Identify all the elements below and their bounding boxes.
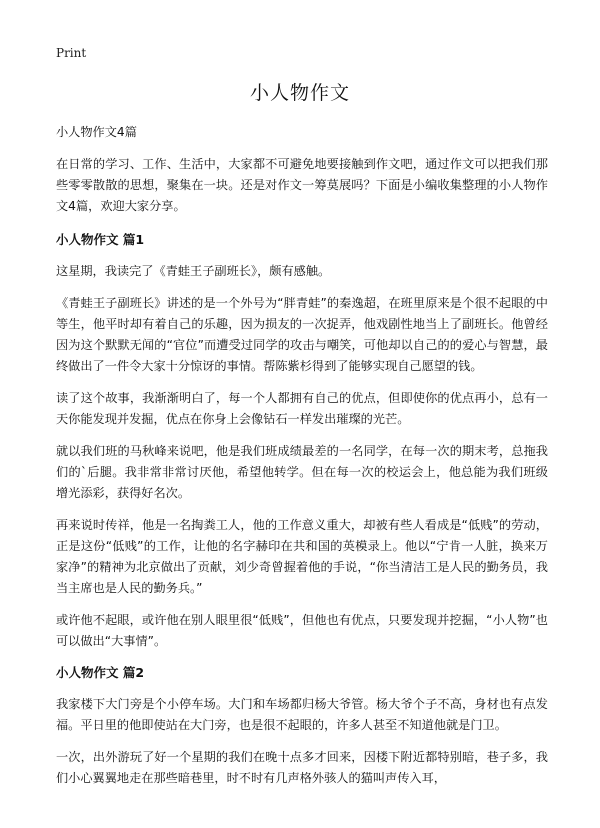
article-body bbox=[56, 122, 548, 789]
paragraph: 或许他不起眼，或许他在别人眼里很“低贱”，但他也有优点，只要发现并挖掘，“小人物”也可以做出“大事情”。 bbox=[56, 613, 548, 648]
intro-paragraph: 在日常的学习、工作、生活中，大家都不可避免地要接触到作文吧，通过作文可以把我们那些零零散散的思想，聚集在一块。还是对作文一筹莫展吗？下面是小编收集整理的小人物作文4篇，欢迎大家分享。 bbox=[56, 157, 548, 213]
paragraph: 一次，出外游玩了好一个星期的我们在晚十点多才回来，因楼下附近都特别暗，巷子多，我们小心翼翼地走在那些暗巷里，时不时有几声格外骇人的猫叫声传入耳， bbox=[56, 750, 548, 785]
article-subtitle: 小人物作文4篇 bbox=[56, 125, 137, 139]
paragraph: 就以我们班的马秋峰来说吧，他是我们班成绩最差的一名同学，在每一次的期末考，总拖我们的`后腿。我非常非常讨厌他，希望他转学。但在每一次的校运会上，他总能为我们班级增光添彩，获得好名次。 bbox=[56, 444, 548, 500]
print-link[interactable]: Print bbox=[56, 46, 87, 60]
paragraph: 这星期，我读完了《青蛙王子副班长》，颇有感触。 bbox=[56, 264, 331, 278]
paragraph: 《青蛙王子副班长》讲述的是一个外号为“胖青蛙”的秦逸超，在班里原来是个很不起眼的中等生，他平时却有着自己的乐趣，因为损友的一次捉弄，他戏剧性地当上了副班长。他曾经因为这个默默无闻的“官位”而遭受过同学的攻击与嘲笑，可他却以自己的的爱心与智慧，最终做出了一件令大家十分惊讶的事情。帮陈紫杉得到了能够实现自己愿望的钱。 bbox=[56, 296, 548, 373]
section-heading: 小人物作文 篇2 bbox=[56, 665, 145, 680]
paragraph: 我家楼下大门旁是个小停车场。大门和车场都归杨大爷管。杨大爷个子不高，身材也有点发福。平日里的他即使站在大门旁，也是很不起眼的，许多人甚至不知道他就是门卫。 bbox=[56, 697, 548, 732]
page-title: 小人物作文 bbox=[249, 82, 350, 104]
section-2 bbox=[56, 663, 548, 789]
section-heading: 小人物作文 篇1 bbox=[56, 232, 145, 247]
paragraph: 再来说时传祥，他是一名掏粪工人，他的工作意义重大，却被有些人看成是“低贱”的劳动，正是这份“低贱”的工作，让他的名字赫印在共和国的英模录上。他以“宁肯一人脏，换来万家净”的精神为北京做出了贡献，刘少奇曾握着他的手说，“你当清洁工是人民的勤务员，我当主席也是人民的勤务兵。” bbox=[56, 518, 548, 595]
section-1 bbox=[56, 230, 548, 652]
paragraph: 读了这个故事，我渐渐明白了，每一个人都拥有自己的优点，但即使你的优点再小，总有一天你能发现并发掘，优点在你身上会像钻石一样发出璀璨的光芒。 bbox=[56, 391, 548, 426]
